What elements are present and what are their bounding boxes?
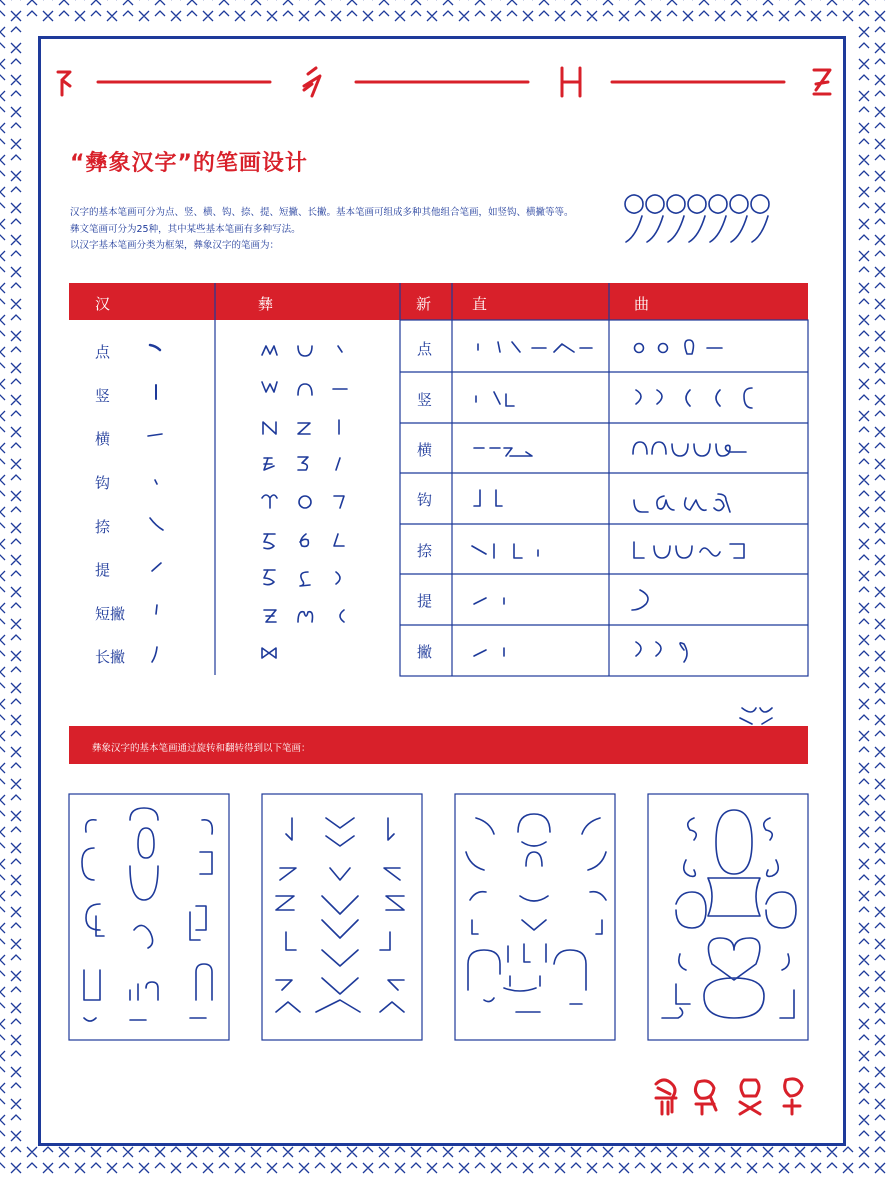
intro-line-1: 汉字的基本笔画可分为点、竖、横、钩、捺、提、短撇、长撇。基本笔画可组成多种其他组合笔画，如竖钩、横撇等等。 xyxy=(70,207,574,218)
han-stroke-dot: 点 xyxy=(95,343,111,361)
han-stroke-long-sweep: 长撇 xyxy=(95,648,126,666)
han-stroke-short-sweep: 短撇 xyxy=(95,605,126,623)
new-stroke-press: 捺 xyxy=(417,542,433,560)
han-stroke-press: 捺 xyxy=(95,518,111,536)
section2-caption: 彝象汉字的基本笔画通过旋转和翻转得到以下笔画： xyxy=(92,743,311,754)
header-yi: 彝 xyxy=(258,295,274,313)
header-curve: 曲 xyxy=(634,295,650,313)
new-stroke-vertical: 竖 xyxy=(417,391,433,409)
new-stroke-dot: 点 xyxy=(417,340,433,358)
new-stroke-hook: 钩 xyxy=(417,491,433,509)
header-han: 汉 xyxy=(95,295,111,313)
new-stroke-horizontal: 横 xyxy=(417,441,433,459)
panel-3 xyxy=(455,794,615,1040)
header-new: 新 xyxy=(416,295,432,313)
han-stroke-hook: 钩 xyxy=(95,474,111,492)
han-stroke-rise: 提 xyxy=(95,561,111,579)
han-stroke-horizontal: 横 xyxy=(95,430,111,448)
new-stroke-sweep: 撇 xyxy=(417,643,433,661)
intro-line-3: 以汉字基本笔画分类为框架，彝象汉字的笔画为： xyxy=(70,240,280,251)
brand-logos xyxy=(652,1074,812,1118)
new-stroke-rise: 提 xyxy=(417,592,433,610)
han-stroke-vertical: 竖 xyxy=(95,387,111,405)
page-title: “彝象汉字”的笔画设计 xyxy=(70,151,308,176)
intro-line-2: 彝文笔画可分为25种，其中某些基本笔画有多种写法。 xyxy=(70,223,301,235)
panel-1 xyxy=(69,794,229,1040)
panel-4 xyxy=(648,794,808,1040)
header-straight: 直 xyxy=(472,295,488,313)
